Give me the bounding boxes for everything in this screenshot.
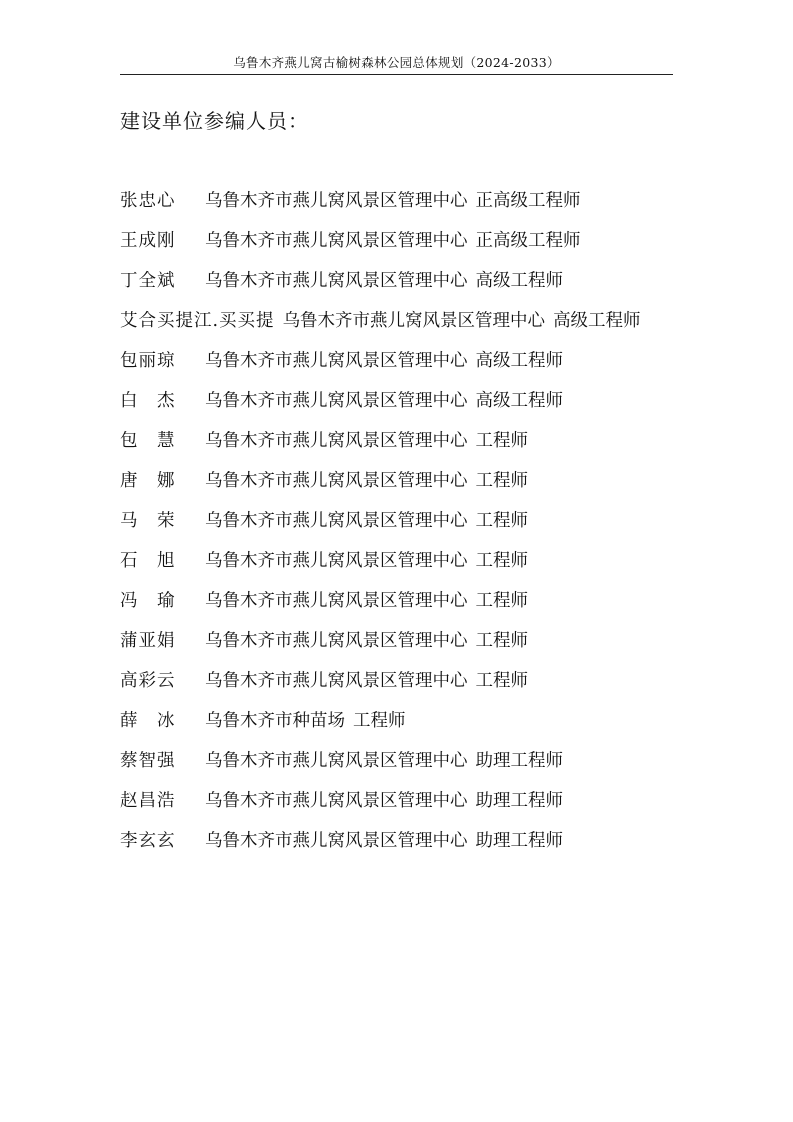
member-org: 乌鲁木齐市燕儿窝风景区管理中心	[205, 351, 468, 371]
member-org: 乌鲁木齐市燕儿窝风景区管理中心	[205, 751, 468, 771]
member-title: 工程师	[475, 631, 528, 651]
member-title: 高级工程师	[475, 391, 563, 411]
list-item	[120, 627, 690, 667]
member-name: 包丽琼	[120, 351, 176, 371]
list-item	[120, 707, 690, 747]
list-item	[120, 547, 690, 587]
member-list	[120, 187, 690, 867]
member-org: 乌鲁木齐市燕儿窝风景区管理中心	[205, 511, 468, 531]
member-org: 乌鲁木齐市燕儿窝风景区管理中心	[282, 311, 546, 331]
member-name: 蒲亚娟	[120, 631, 176, 651]
list-item	[120, 507, 690, 547]
member-title: 高级工程师	[475, 351, 563, 371]
member-title: 高级工程师	[475, 271, 563, 291]
member-name: 王成刚	[120, 231, 176, 251]
member-org: 乌鲁木齐市燕儿窝风景区管理中心	[205, 831, 468, 851]
member-name: 唐 娜	[120, 471, 176, 491]
member-name: 丁全斌	[120, 271, 176, 291]
list-item	[120, 347, 690, 387]
member-title: 工程师	[475, 511, 528, 531]
list-item	[120, 427, 690, 467]
member-name: 李玄玄	[120, 831, 176, 851]
list-item	[120, 747, 690, 787]
list-item	[120, 587, 690, 627]
member-org: 乌鲁木齐市燕儿窝风景区管理中心	[205, 591, 468, 611]
member-title: 工程师	[475, 431, 528, 451]
list-item	[120, 267, 690, 307]
member-org: 乌鲁木齐市燕儿窝风景区管理中心	[205, 431, 468, 451]
member-title: 工程师	[475, 471, 528, 491]
member-title: 助理工程师	[475, 791, 563, 811]
member-name: 马 荣	[120, 511, 176, 531]
list-item	[120, 467, 690, 507]
member-title: 工程师	[475, 551, 528, 571]
member-org: 乌鲁木齐市燕儿窝风景区管理中心	[205, 231, 468, 251]
member-title: 助理工程师	[475, 831, 563, 851]
list-item	[120, 787, 690, 827]
member-org: 乌鲁木齐市燕儿窝风景区管理中心	[205, 391, 468, 411]
document-title: 乌鲁木齐燕儿窝古榆树森林公园总体规划（2024-2033）	[233, 55, 560, 70]
member-org: 乌鲁木齐市燕儿窝风景区管理中心	[205, 791, 468, 811]
member-name: 赵昌浩	[120, 791, 176, 811]
member-title: 工程师	[475, 591, 528, 611]
list-item	[120, 667, 690, 707]
list-item	[120, 187, 690, 227]
member-title: 高级工程师	[553, 311, 641, 331]
member-title: 工程师	[353, 711, 406, 731]
list-item	[120, 827, 690, 867]
member-name: 张忠心	[120, 191, 176, 211]
list-item	[120, 307, 690, 347]
member-org: 乌鲁木齐市燕儿窝风景区管理中心	[205, 671, 468, 691]
member-name: 高彩云	[120, 671, 176, 691]
member-title: 工程师	[475, 671, 528, 691]
member-name: 白 杰	[120, 391, 176, 411]
member-name: 薛 冰	[120, 711, 176, 731]
section-title: 建设单位参编人员：	[120, 109, 309, 133]
member-org: 乌鲁木齐市燕儿窝风景区管理中心	[205, 471, 468, 491]
list-item	[120, 227, 690, 267]
member-org: 乌鲁木齐市燕儿窝风景区管理中心	[205, 191, 468, 211]
member-org: 乌鲁木齐市燕儿窝风景区管理中心	[205, 631, 468, 651]
member-org: 乌鲁木齐市燕儿窝风景区管理中心	[205, 271, 468, 291]
member-name: 石 旭	[120, 551, 176, 571]
page-header	[120, 52, 673, 75]
member-name: 艾合买提江.买买提	[120, 311, 275, 331]
member-name: 冯 瑜	[120, 591, 176, 611]
list-item	[120, 387, 690, 427]
member-name: 包 慧	[120, 431, 176, 451]
member-org: 乌鲁木齐市种苗场	[205, 711, 345, 731]
member-name: 蔡智强	[120, 751, 176, 771]
member-title: 正高级工程师	[475, 191, 581, 211]
member-org: 乌鲁木齐市燕儿窝风景区管理中心	[205, 551, 468, 571]
member-title: 助理工程师	[475, 751, 563, 771]
member-title: 正高级工程师	[475, 231, 581, 251]
